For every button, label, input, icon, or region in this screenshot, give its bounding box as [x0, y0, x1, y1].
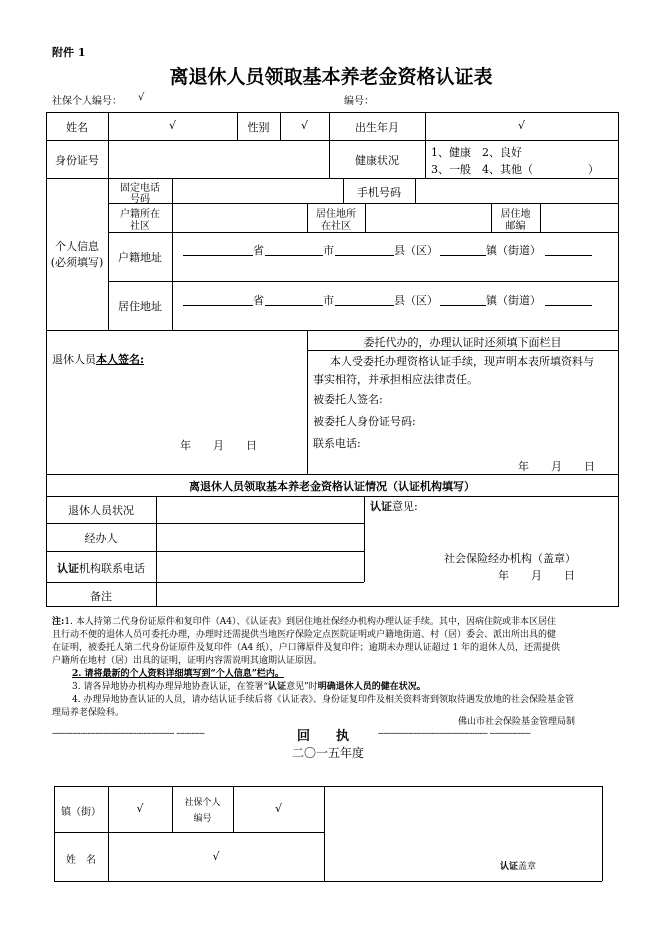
receipt-stamp-label	[500, 859, 536, 872]
health-label: 健康状况	[355, 154, 399, 167]
mobile-label: 手机号码	[357, 186, 401, 199]
certification-opinion-label	[370, 498, 418, 514]
addr-town-label: 镇（街道）	[486, 244, 541, 257]
delegate-declaration-line1: 本人受委托办理资格认证手续，现声明本表所填资料与	[330, 355, 594, 368]
retiree-signature-prefix: 退休人员	[52, 353, 96, 366]
landline-label-line2: 号码	[130, 194, 150, 205]
landline-label-line1: 固定电话	[120, 183, 160, 194]
receipt-cut-line-left: ------------------------------------------------ -----------	[52, 729, 205, 739]
health-options-1: 1、健康 2、良好	[431, 146, 522, 159]
delegate-id-label: 被委托人身份证号码:	[313, 415, 416, 428]
receipt-title: 回 执	[297, 729, 350, 744]
delegate-header: 委托代办的，办理认证时还须填下面栏目	[363, 336, 562, 349]
receipt-name-label: 姓 名	[66, 855, 96, 866]
health-options-2: 3、一般 4、其他（ ）	[431, 163, 599, 176]
remarks-label: 备注	[90, 590, 112, 603]
delegate-phone-label: 联系电话:	[313, 437, 361, 450]
residence-community-label-line2: 在社区	[321, 221, 351, 232]
addr-city-label: 市	[323, 244, 334, 257]
page-title: 离退休人员领取基本养老金资格认证表	[169, 66, 493, 88]
agency-phone-label	[46, 560, 156, 576]
agency-phone-label-rest: 机构联系电话	[79, 562, 145, 575]
addr-county-label: 县（区）	[394, 294, 438, 307]
receipt-si-label-line1: 社保个人	[184, 798, 221, 808]
addr-county-label: 县（区）	[394, 244, 438, 257]
note-1-line2: 且行动不便的退休人员可委托办理，办理时还需提供当地医疗保险定点医院证明或户籍地街道、村（居）委会、派出所出具的健	[52, 630, 557, 640]
receipt-stamp-rest: 盖章	[518, 862, 537, 872]
agency-stamp-label: 社会保险经办机构（盖章）	[444, 552, 576, 565]
hukou-community-label-line1: 户籍所在	[120, 209, 160, 220]
residence-community-label-line1: 居住地所	[316, 209, 356, 220]
note-4-line1: 4. 办理异地协查认证的人员，请办结认证手续后将《认证表》、身份证复印件及相关资料寄到领取待遇发放地的社会保险基金管	[72, 695, 574, 705]
receipt-si-value: √	[274, 802, 282, 815]
note-1-line3: 在证明，被委托人第二代身份证原件及复印件（A4 纸），户口簿原件及复印件；逾期未办理认证超过 1 年的退休人员，还需提供	[52, 643, 561, 653]
hukou-address-label: 户籍地址	[118, 251, 162, 264]
retiree-signature-label	[52, 351, 144, 367]
serial-number-label: 编号：	[344, 96, 374, 107]
note-2: 2. 请将最新的个人资料详细填写到“个人信息”栏内。	[72, 669, 284, 679]
addr-city-label: 市	[323, 294, 334, 307]
name-label: 姓名	[66, 121, 88, 134]
personal-info-required-note: (必须填写)	[50, 256, 104, 269]
certification-section-title: 离退休人员领取基本养老金资格认证情况（认证机构填写）	[189, 480, 475, 493]
delegate-date: 年 月 日	[518, 460, 595, 473]
delegate-declaration-line2: 事实相符，并承担相应法律责任。	[313, 373, 478, 386]
name-value: √	[168, 119, 176, 132]
note-1-line4: 户籍所在地村（居）出具的证明，证明内容需说明其逾期认证原因。	[52, 656, 323, 666]
receipt-cut-line-right: ------------------------------------------- ----------------	[378, 729, 531, 739]
note-3-bold1: 认证	[268, 682, 287, 692]
notes-lead: 注:	[52, 617, 65, 627]
residence-postcode-label-line1: 居住地	[500, 209, 531, 220]
receipt-town-label: 镇（街）	[61, 807, 101, 818]
receipt-town-value: √	[136, 802, 144, 815]
note-3-bold2: 明确退休人员的健在状况。	[317, 682, 426, 692]
hukou-community-label-line2: 社区	[130, 221, 150, 232]
receipt-name-value: √	[212, 850, 220, 863]
note-3-mid: 意见”时	[286, 682, 318, 692]
personal-info-label: 个人信息	[55, 240, 99, 253]
gender-value: √	[300, 119, 308, 132]
note-1-text: 1. 本人持第二代身份证原件和复印件（A4）、《认证表》到居住地社保经办机构办理认证手续。其中，因病住院或非本区居住	[64, 617, 557, 627]
receipt-si-label-line2: 编号	[193, 814, 212, 824]
addr-province-label: 省	[253, 244, 264, 257]
retiree-signature-bold: 本人签名:	[96, 353, 145, 366]
certification-opinion-bold: 认证	[370, 500, 392, 513]
si-number-value: √	[138, 92, 145, 103]
delegate-signature-label: 被委托人签名:	[313, 393, 383, 406]
retiree-status-label: 退休人员状况	[68, 504, 134, 517]
residence-address-label: 居住地址	[118, 300, 162, 313]
agency-stamp-date: 年 月 日	[498, 569, 575, 582]
si-number-label: 社保个人编号：	[52, 96, 122, 107]
note-3	[72, 679, 426, 692]
certification-opinion-rest: 意见:	[392, 500, 418, 513]
id-number-label: 身份证号	[55, 154, 99, 167]
birth-value: √	[517, 119, 525, 132]
agency-phone-label-bold: 认证	[57, 562, 79, 575]
addr-town-label: 镇（街道）	[486, 294, 541, 307]
receipt-year: 二〇一五年度	[292, 746, 365, 760]
gender-label: 性别	[247, 121, 270, 134]
note-4-line2: 理局养老保险科。	[52, 708, 125, 718]
issuer: 佛山市社会保险基金管理局制	[458, 717, 576, 727]
note-3-pre: 3. 请各异地协办机构办理异地协查认证，在签署“	[72, 682, 269, 692]
birth-label: 出生年月	[355, 121, 399, 134]
addr-province-label: 省	[253, 294, 264, 307]
note-1-line1	[52, 614, 556, 627]
receipt-stamp-bold: 认证	[500, 862, 519, 872]
residence-postcode-label-line2: 邮编	[505, 221, 526, 232]
attachment-label: 附件 1	[52, 46, 86, 59]
retiree-signature-date: 年 月 日	[180, 439, 257, 452]
handler-label: 经办人	[84, 532, 118, 545]
